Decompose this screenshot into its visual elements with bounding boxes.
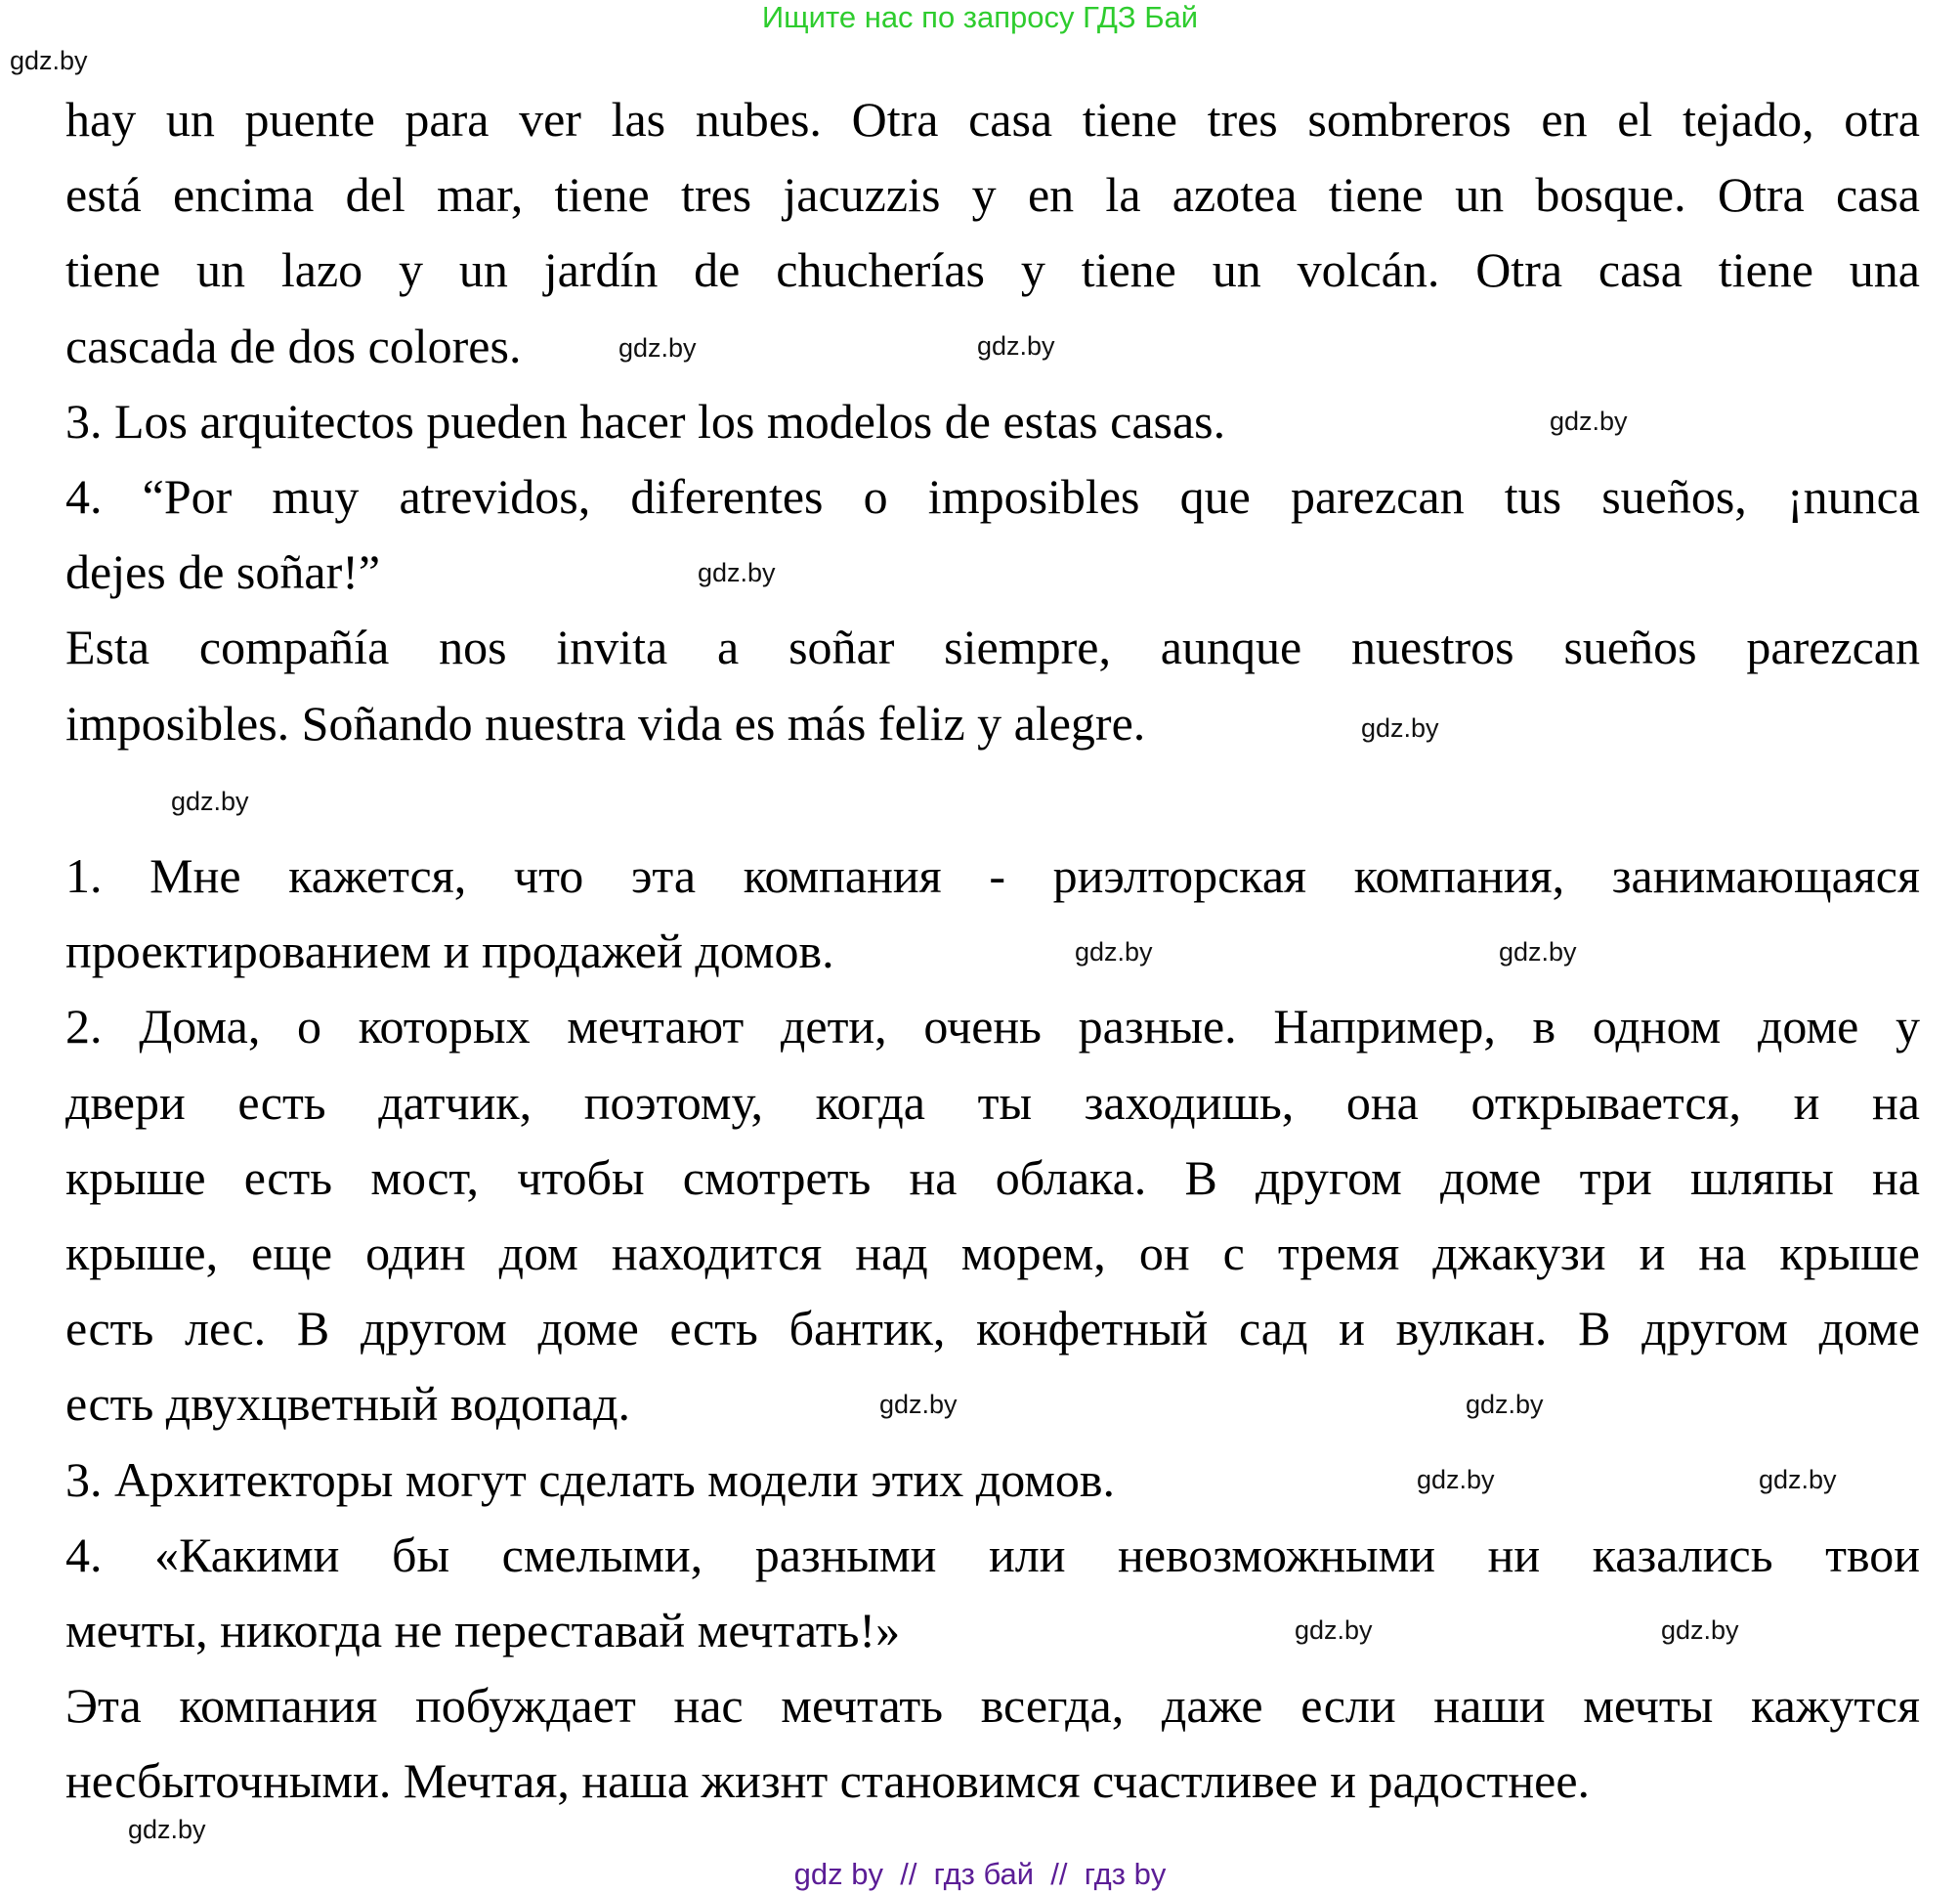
paragraph xyxy=(65,384,1920,459)
watermark: gdz.by xyxy=(1466,1390,1544,1419)
text-line: есть двухцветный водопад. xyxy=(65,1376,631,1432)
paragraph xyxy=(65,839,1920,989)
watermark: gdz.by xyxy=(1499,937,1577,967)
text-line: tiene un lazo y un jardín de chucherías y tiene un volcán. Otra casa tiene una xyxy=(65,242,1920,298)
text-line: есть лес. В другом доме есть бантик, конфетный сад и вулкан. В другом доме xyxy=(65,1301,1920,1356)
watermark: gdz.by xyxy=(171,787,249,816)
watermark: gdz.by xyxy=(1361,713,1439,743)
text-line: está encima del mar, tiene tres jacuzzis y en la azotea tiene un bosque. Otra casa xyxy=(65,167,1920,223)
paragraph xyxy=(65,459,1920,610)
text-line: 4. “Por muy atrevidos, diferentes o imposibles que parezcan tus sueños, ¡nunca xyxy=(65,468,1920,524)
paragraph xyxy=(65,610,1920,760)
watermark: gdz.by xyxy=(618,333,697,363)
paragraph xyxy=(65,1668,1920,1819)
watermark: gdz.by xyxy=(1075,937,1153,967)
text-line: 3. Los arquitectos pueden hacer los modelos de estas casas. xyxy=(65,393,1226,449)
text-line: крыше, еще один дом находится над морем, он с тремя джакузи и на крыше xyxy=(65,1225,1920,1280)
text-line: 4. «Какими бы смелыми, разными или невозможными ни казались твои xyxy=(65,1527,1920,1582)
watermark: gdz.by xyxy=(1550,407,1628,436)
text-line: Esta compañía nos invita a soñar siempre, aunque nuestros sueños parezcan xyxy=(65,620,1920,675)
search-banner: Ищите нас по запросу ГДЗ Бай xyxy=(761,0,1199,34)
text-line: несбыточными. Мечтая, наша жизнт становимся счастливее и радостнее. xyxy=(65,1753,1591,1809)
watermark: gdz.by xyxy=(1295,1615,1373,1645)
spanish-answer-block xyxy=(65,82,1920,761)
watermark: gdz.by xyxy=(1661,1615,1739,1645)
watermark: gdz.by xyxy=(1759,1465,1837,1494)
text-line: 1. Мне кажется, что эта компания - риэлторская компания, занимающаяся xyxy=(65,848,1920,903)
text-line: Эта компания побуждает нас мечтать всегда, даже если наши мечты кажутся xyxy=(65,1678,1920,1734)
text-line: imposibles. Soñando nuestra vida es más feliz y alegre. xyxy=(65,695,1146,751)
paragraph xyxy=(65,1518,1920,1668)
text-line: cascada de dos colores. xyxy=(65,318,522,373)
russian-answer-block xyxy=(65,839,1920,1819)
text-line: проектированием и продажей домов. xyxy=(65,924,834,979)
text-line: 2. Дома, о которых мечтают дети, очень разные. Например, в одном доме у xyxy=(65,999,1920,1054)
paragraph xyxy=(65,989,1920,1441)
watermark: gdz.by xyxy=(879,1390,958,1419)
text-line: двери есть датчик, поэтому, когда ты заходишь, она открывается, и на xyxy=(65,1074,1920,1130)
text-line: крыше есть мост, чтобы смотреть на облака. В другом доме три шляпы на xyxy=(65,1149,1920,1205)
watermark: gdz.by xyxy=(1417,1465,1495,1494)
watermark: gdz.by xyxy=(698,558,776,587)
text-line: dejes de soñar!” xyxy=(65,544,381,600)
text-line: hay un puente para ver las nubes. Otra casa tiene tres sombreros en el tejado, otra xyxy=(65,92,1920,147)
paragraph xyxy=(65,1442,1920,1518)
watermark: gdz.by xyxy=(10,46,88,75)
text-line: мечты, никогда не переставай мечтать!» xyxy=(65,1602,901,1657)
watermark: gdz.by xyxy=(977,331,1055,361)
watermark: gdz.by xyxy=(128,1815,206,1844)
text-line: 3. Архитекторы могут сделать модели этих домов. xyxy=(65,1451,1115,1507)
footer-links[interactable]: gdz by // гдз бай // гдз by xyxy=(793,1857,1167,1891)
